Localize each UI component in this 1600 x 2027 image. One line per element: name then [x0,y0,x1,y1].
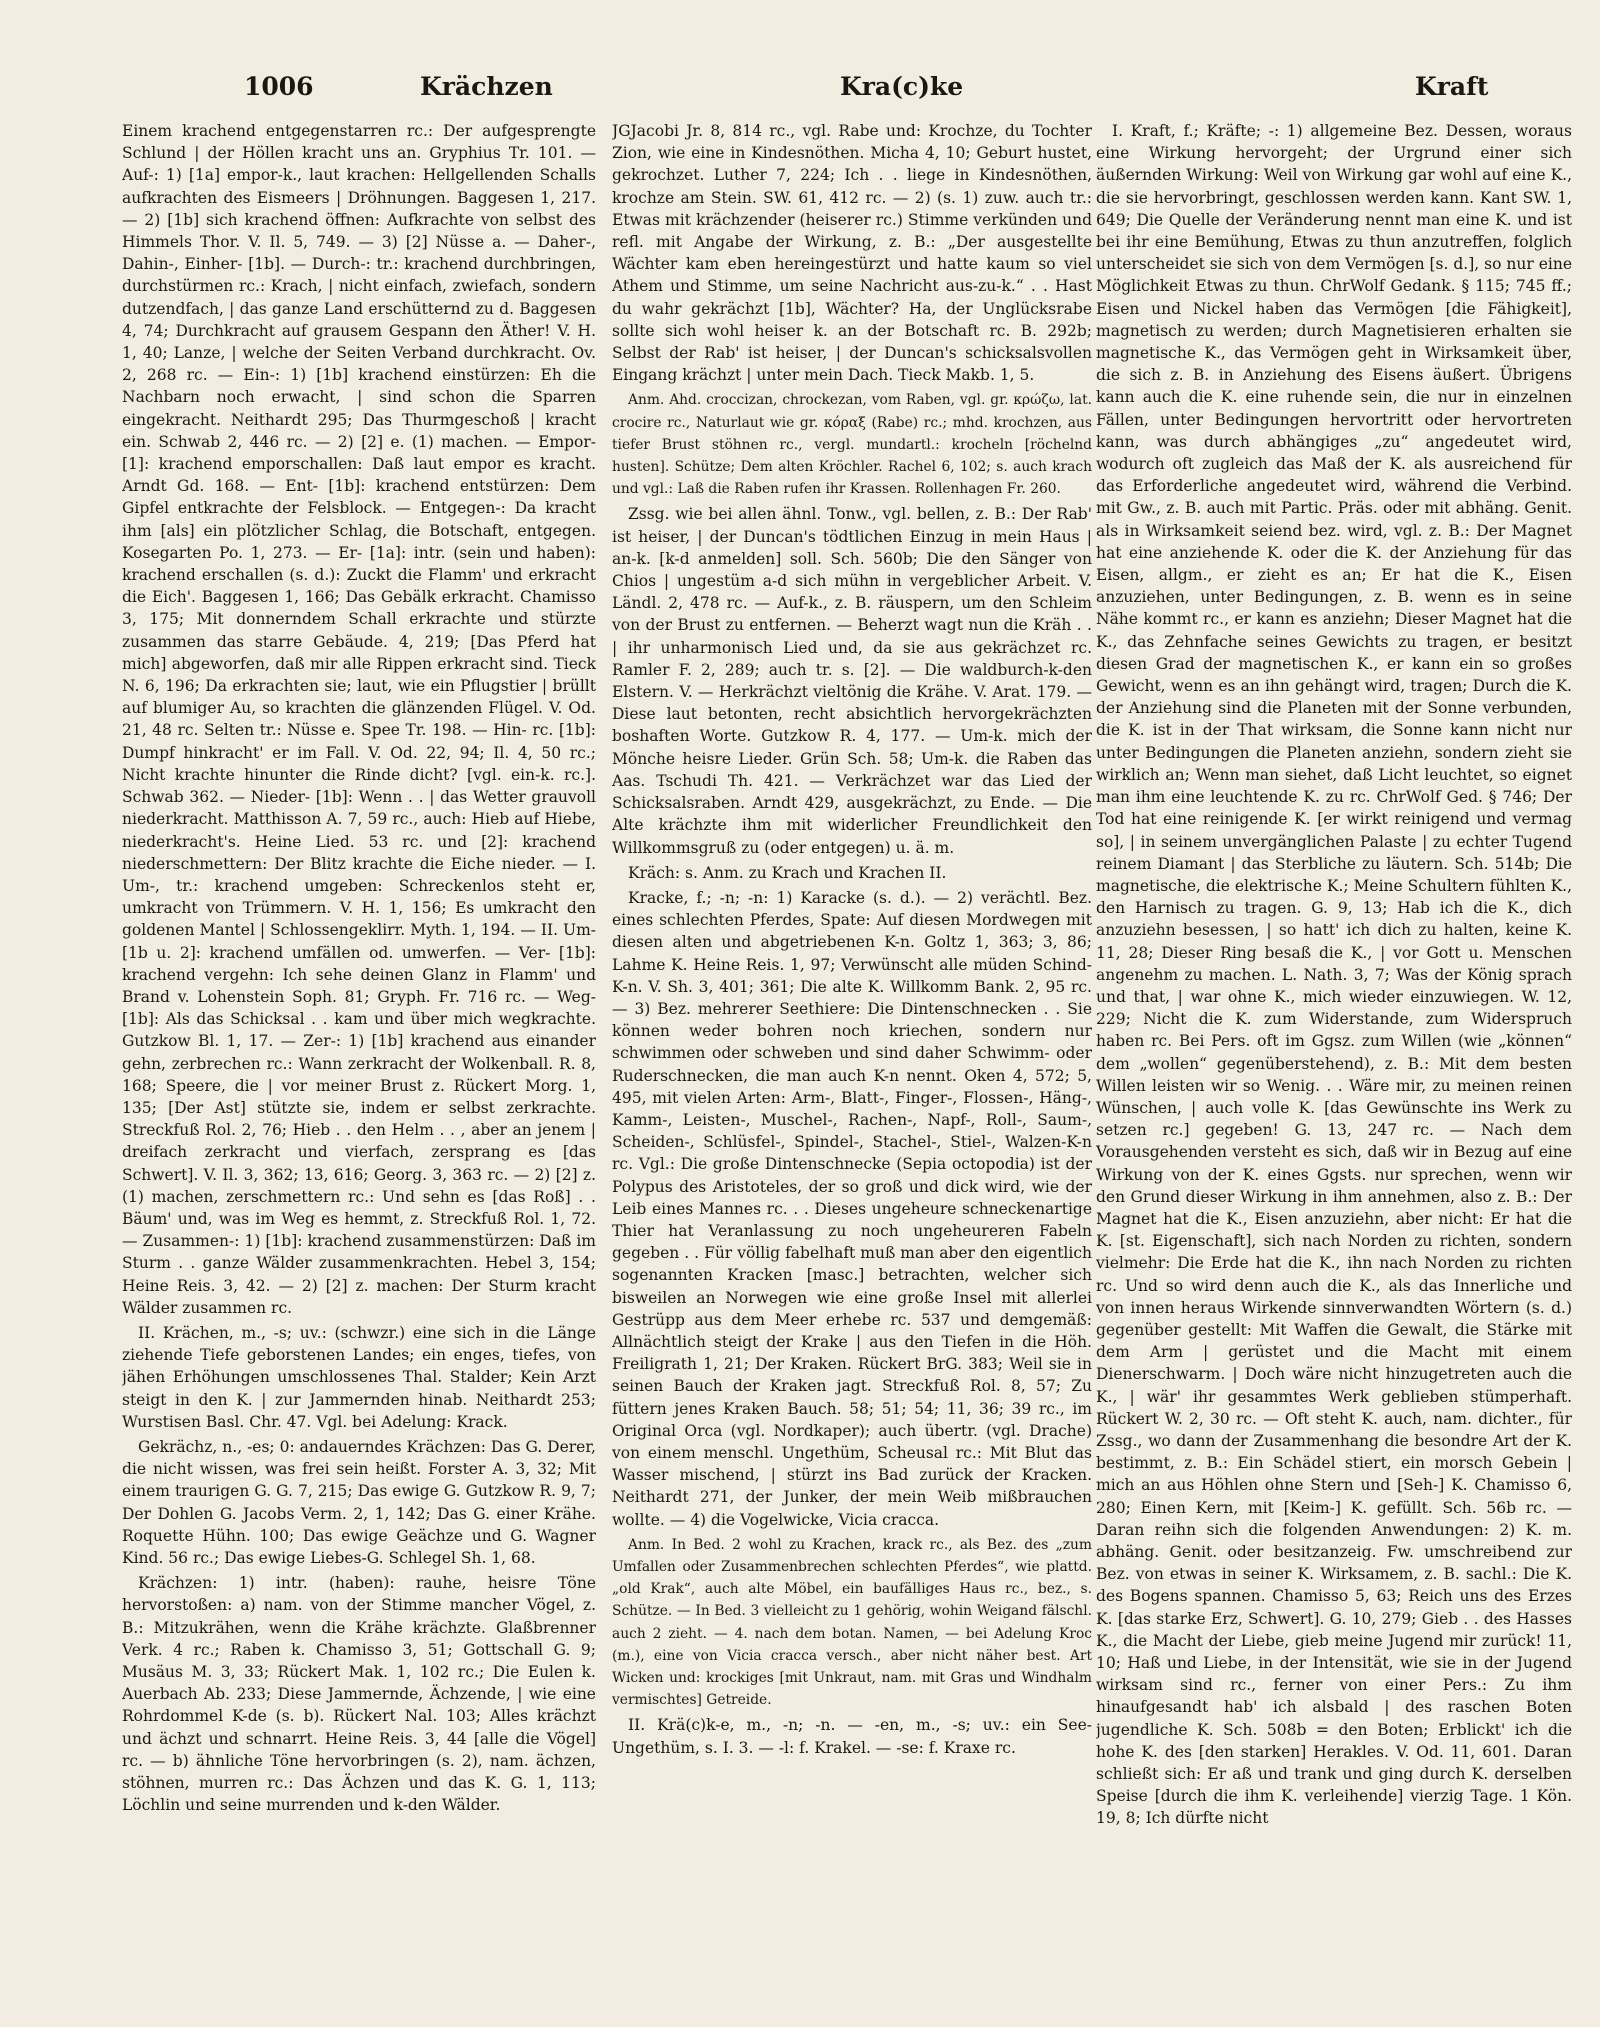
headword-middle: Kra(c)ke [840,72,964,101]
entry-paragraph: II. Krächen, m., -s; uv.: (schwzr.) eine sich in die Länge ziehende Tiefe geborstenen Landes; ein enges, tiefes, von jähen Erhöhungen umschlossenes Thal. Stalder; Kein Arzt steigt in den K. | zur Jammernden hinab. Neithardt 253; Wurstisen Basl. Chr. 47. Vgl. bei Adelung: Krack. [122,1323,596,1431]
entry-paragraph: JGJacobi Jr. 8, 814 rc., vgl. Rabe und: Krochze, du Tochter Zion, wie eine in Kindesnöthen. Micha 4, 10; Geburt hustet, gekrochzet. Luther 7, 224; Ich . . liege in Kindesnöthen, krochze am Stein. SW. 61, 412 rc. — 2) (s. 1) zuw. auch tr.: Etwas mit krächzender (heiserer rc.) Stimme verkünden und refl. mit Angabe der Wirkung, z. B.: „Der ausgestellte Wächter kam eben hereingestürzt und hatte kaum so viel Athem und Stimme, um seine Nachricht aus-zu-k.“ . . Hast du wahr gekrächzt [1b], Wächter? Ha, der Unglücksrabe sollte sich wohl heiser k. an der Botschaft rc. B. 292b; Selbst der Rab' ist heiser, | der Duncan's schicksalsvollen Eingang krächzt | unter mein Dach. Tieck Makb. 1, 5. [612,122,1092,385]
entry-note: Anm. In Bed. 2 wohl zu Krachen, krack rc., als Bez. des „zum Umfallen oder Zusammenbrechen schlechten Pferdes“, wie plattd. „old Krak“, auch alte Möbel, ein baufälliges Haus rc., bez., s. Schütze. — In Bed. 3 vielleicht zu 1 gehörig, wohin Weigand fälschl. auch 2 zieht. — 4. nach dem botan. Namen, — bei Adelung Kroc (m.), eine von Vicia cracca versch., aber nicht näher best. Art Wicken und: krockiges [mit Unkraut, nam. mit Gras und Windhalm vermischtes] Getreide. [612,1536,1092,1709]
entry-paragraph: I. Kraft, f.; Kräfte; -: 1) allgemeine Bez. Dessen, woraus eine Wirkung hervorgeht; der Urgrund einer sich äußernden Wirkung: Weil von Wirkung gar wohl auf eine K., die sie hervorbringt, geschlossen werden kann. Kant SW. 1, 649; Die Quelle der Veränderung nennt man eine K. und ist bei ihr eine Bemühung, Etwas zu thun anzutreffen, folglich unterscheidet sie sich von dem Vermögen [s. d.], so nur eine Möglichkeit Etwas zu thun. ChrWolf Gedank. § 115; 745 ff.; Eisen und Nickel haben das Vermögen [die Fähigkeit], magnetisch zu werden; durch Magnetisieren erhalten sie magnetische K., das Vermögen geht in Wirksamkeit über, die sich z. B. in Anziehung des Eisens äußert. Übrigens kann auch die K. eine ruhende sein, die nur in einzelnen Fällen, unter Bedingungen hervortritt oder hervortreten kann, was durch abhängiges „zu“ angedeutet wird, wodurch oft zugleich das Maß der K. als ausreichend für das Erforderliche angedeutet wird, während die Verbind. mit Gw., z. B. auch mit Partic. Präs. oder mit abhäng. Genit. als in Wirksamkeit seiend bez. wird, vgl. z. B.: Der Magnet hat eine anziehende K. oder die K. der Anziehung für das Eisen, allgm., er zieht es an; Er hat die K., Eisen anzuziehen, unter Bedingungen, z. B. wenn es in seine Nähe kommt rc., er kann es anziehn; Dieser Magnet hat die K., das Zehnfache seines Gewichts zu tragen, er besitzt diesen Grad der magnetischen K., er kann ein so großes Gewicht, wenn es an ihn gehängt wird, tragen; Durch die K. der Anziehung sind die Planeten mit der Sonne verbunden, die K. ist in der That wirksam, die Sonne kann nicht nur unter Bedingungen die Planeten anziehn, sondern zieht sie wirklich an; Wenn man siehet, daß Licht leuchtet, so eignet man ihm eine leuchtende K. zu rc. ChrWolf Ged. § 746; Der Tod hat eine reinigende K. [er wirkt reinigend und vermag so], | in seinem unvergänglichen Palaste | zu echter Tugend reinem Diamant | das Sterbliche zu läutern. Sch. 514b; Die magnetische, die elektrische K.; Meine Schultern fühlten K., den Harnisch zu tragen. G. 9, 13; Hab ich die K., dich anzuziehn besessen, | so hatt' ich dich zu halten, keine K. 11, 28; Dieser Ring besaß die K., | vor Gott u. Menschen angenehm zu machen. L. Nath. 3, 7; Was der König sprach und that, | war ohne K., mich wieder einzuwiegen. W. 12, 229; Nicht die K. zum Widerstande, zum Widerspruch haben rc. Bei Pers. oft im Ggsz. zum Willen (wie „können“ dem „wollen“ gegenüberstehend), z. B.: Mit dem besten Willen leisten wir so Wenig. . . Wäre mir, zu meinen reinen Wünschen, | auch volle K. [das Gewünschte ins Werk zu setzen rc.] gegeben! G. 13, 247 rc. — Nach dem Vorausgehenden versteht es sich, daß wir in Bezug auf eine Wirkung von der K. eines Ggsts. nur sprechen, wenn wir den Grund dieser Wirkung in ihm annehmen, also z. B.: Der Magnet hat die K., Eisen anzuziehn, aber nicht: Er hat die K. [st. Eigenschaft], sich nach Norden zu richten, sondern vielmehr: Die Erde hat die K., ihn nach Norden zu richten rc. Und so wird denn auch die K., als das Innerliche und von innen heraus Wirkende sinnverwandten Wörtern (s. d.) gegenüber gestellt: Mit Waffen die Gewalt, die Stärke mit dem Arm | gerüstet und die Macht mit einem Dienerschwarm. | Doch wäre nicht hinzugetreten auch die K., | wär' ihr gesammtes Werk geblieben stümperhaft. Rückert W. 2, 30 rc. — Oft steht K. auch, nam. dichter., für Zssg., wo dann der Zusammenhang die besondre Art der K. bestimmt, z. B.: Ein Schädel stiert, ein morsch Gebein | mich an aus Höhlen ohne Stern und [Seh-] K. Chamisso 6, 280; Einen Kern, mit [Keim-] K. gefüllt. Sch. 56b rc. — Daran reihn sich die folgenden Anwendungen: 2) K. m. abhäng. Genit. oder besitzanzeig. Fw. umschreibend zur Bez. von etwas in seiner K. Wirksamem, z. B. sachl.: Die K. des Bogens spannen. Chamisso 5, 63; Reich uns des Erzes K. [das starke Erz, Schwert]. G. 10, 279; Gieb . . des Hasses K., die Macht der Liebe, gieb meine Jugend mir zurück! 11, 10; Haß und Liebe, in der Intensität, wie sie in der Jugend wirksam sind rc., ferner von einer Pers.: Zu ihm hinaufgesandt hab' ich alsbald | des raschen Boten jugendliche K. Sch. 508b = den Boten; Erblickt' ich die hohe K. des [den starken] Herakles. V. Od. 11, 601. Daran schließt sich: Er aß und trank und ging durch K. derselben Speise [durch die ihm K. verleihende] vierzig Tage. 1 Kön. 19, 8; Ich dürfte nicht [1096,122,1572,1828]
entry-paragraph: Kräch: s. Anm. zu Krach und Krachen II. [628,863,947,882]
column-left [122,120,596,2010]
entry-paragraph: Gekrächz, n., -es; 0: andauerndes Krächzen: Das G. Derer, die nicht wissen, was frei sein heißt. Forster A. 3, 32; Mit einem traurigen G. G. 7, 215; Das ewige G. Gutzkow R. 9, 7; Der Dohlen G. Jacobs Verm. 2, 1, 142; Das G. einer Krähe. Roquette Hühn. 100; Das ewige Geächze und G. Wagner Kind. 56 rc.; Das ewige Liebes-G. Schlegel Sh. 1, 68. [122,1437,596,1567]
entry-paragraph: Zssg. wie bei allen ähnl. Tonw., vgl. bellen, z. B.: Der Rab' ist heiser, | der Duncan's tödtlichen Einzug in mein Haus | an-k. [k-d anmelden] soll. Sch. 560b; Die den Sänger von Chios | ungestüm a-d sich mühn in vergeblicher Arbeit. V. Ländl. 2, 478 rc. — Auf-k., z. B. räuspern, um den Schleim von der Brust zu entfernen. — Beherzt wagt nun die Kräh . . | ihr unharmonisch Lied und, da sie aus gekrächzet rc. Ramler F. 2, 289; auch tr. s. [2]. — Die waldburch-k-den Elstern. V. — Herkrächzt vieltönig die Krähe. V. Arat. 179. — Diese laut betonten, recht absichtlich hervorgekrächzten boshaften Worte. Gutzkow R. 4, 177. — Um-k. mich der Mönche heisre Lieder. Grün Sch. 58; Um-k. die Raben das Aas. Tschudi Th. 421. — Verkrächzet war das Lied der Schicksalsraben. Arndt 429, ausgekrächzt, zu Ende. — Die Alte krächzte ihm mit widerlicher Freundlichkeit den Willkommsgruß zu (oder entgegen) u. ä. m. [612,505,1092,857]
headword-right: Kraft [1415,72,1489,101]
page-number: 1006 [244,72,314,101]
entry-paragraph: Einem krachend entgegenstarren rc.: Der aufgesprengte Schlund | der Höllen kracht uns an. Gryphius Tr. 101. — Auf-: 1) [1a] empor-k., laut krachen: Hellgellenden Schalls aufkrachten des Eismeers | Dröhnungen. Baggesen 1, 217. — 2) [1b] sich krachend öffnen: Aufkrachte von selbst des Himmels Thor. V. Il. 5, 749. — 3) [2] Nüsse a. — Daher-, Dahin-, Einher- [1b]. — Durch-: tr.: krachend durchbringen, durchstürmen rc.: Krach, | nicht einfach, zwiefach, sondern dutzendfach, | das ganze Land erschütternd zu d. Baggesen 4, 74; Durchkracht auf grausem Gespann den Äther! V. H. 1, 40; Lanze, | welche der Seiten Verband durchkracht. Ov. 2, 268 rc. — Ein-: 1) [1b] krachend einstürzen: Eh die Nachbarn noch erwacht, | sind schon die Sparren eingekracht. Neithardt 295; Das Thurmgeschoß | kracht ein. Schwab 2, 446 rc. — 2) [2] e. (1) machen. — Empor- [1]: krachend emporschallen: Daß laut empor es kracht. Arndt Gd. 168. — Ent- [1b]: krachend entstürzen: Dem Gipfel entkrachte der Felsblock. — Entgegen-: Da kracht ihm [als] ein plötzlicher Schlag, die Botschaft, entgegen. Kosegarten Po. 1, 273. — Er- [1a]: intr. (sein und haben): krachend erschallen (s. d.): Zuckt die Flamm' und erkracht die Eich'. Baggesen 1, 166; Das Gebälk erkracht. Chamisso 3, 175; Mit donnerndem Schall erkrachte und stürzte zusammen das starre Gebäude. 4, 219; [Das Pferd hat mich] abgeworfen, daß mir alle Rippen erkracht sind. Tieck N. 6, 196; Da erkrachten sie; laut, wie ein Pflugstier | brüllt auf blumiger Au, so krachten die glänzenden Flügel. V. Od. 21, 48 rc. Selten tr.: Nüsse e. Spee Tr. 198. — Hin- rc. [1b]: Dumpf hinkracht' er im Fall. V. Od. 22, 94; Il. 4, 50 rc.; Nicht krachte hinunter die Rinde dicht? [vgl. ein-k. rc.]. Schwab 362. — Nieder- [1b]: Wenn . . | das Wetter grauvoll niederkracht. Matthisson A. 7, 59 rc., auch: Hieb auf Hiebe, niederkracht's. Heine Lied. 53 rc. und [2]: krachend niederschmettern: Der Blitz krachte die Eiche nieder. — I. Um-, tr.: krachend umgeben: Schreckenlos steht er, umkracht von Trümmern. V. H. 1, 156; Es umkracht den goldenen Mantel | Schlossengeklirr. Myth. 1, 194. — II. Um- [1b u. 2]: krachend umfällen od. umwerfen. — Ver- [1b]: krachend vergehn: Ich sehe deinen Glanz in Flamm' und Brand v. Lohenstein Soph. 81; Gryph. Fr. 716 rc. — Weg- [1b]: Als das Schicksal . . kam und über mich wegkrachte. Gutzkow Bl. 1, 17. — Zer-: 1) [1b] krachend aus einander gehn, zerbrechen rc.: Wann zerkracht der Wolkenball. R. 8, 168; Speere, die | vor meiner Brust z. Rückert Morg. 1, 135; [Der Ast] stützte sie, indem er selbst zerkrachte. Streckfuß Rol. 2, 76; Hieb . . den Helm . . , aber an jenem | dreifach zerkracht und vierfach, zersprang es [das Schwert]. V. Il. 3, 362; 13, 616; Georg. 3, 363 rc. — 2) [2] z. (1) machen, zerschmettern rc.: Und sehn es [das Roß] . . Bäum' und, was im Weg es hemmt, z. Streckfuß Rol. 1, 72. — Zusammen-: 1) [1b]: krachend zusammenstürzen: Daß im Sturm . . ganze Wälder zusammenkrachten. Hebel 3, 154; Heine Reis. 3, 42. — 2) [2] z. machen: Der Sturm kracht Wälder zusammen rc. [122,122,596,1317]
entry-paragraph: II. Krä(c)k-e, m., -n; -n. — -en, m., -s; uv.: ein See-Ungethüm, s. I. 3. — -l: f. Krakel. — -se: f. Kraxe rc. [612,1716,1092,1757]
column-middle [612,120,1092,2010]
headword-left: Krächzen [420,72,553,101]
column-right [1096,120,1572,2010]
entry-note: Anm. Ahd. croccizan, chrockezan, vom Raben, vgl. gr. κρώζω, lat. crocire rc., Naturlaut wie gr. κόραξ (Rabe) rc.; mhd. krochzen, aus tiefer Brust stöhnen rc., vergl. mundartl.: krocheln [röchelnd husten]. Schütze; Dem alten Kröchler. Rachel 6, 102; s. auch krach und vgl.: Laß die Raben rufen ihr Krassen. Rollenhagen Fr. 260. [612,392,1092,498]
entry-paragraph: Krächzen: 1) intr. (haben): rauhe, heisre Töne hervorstoßen: a) nam. von der Stimme mancher Vögel, z. B.: Mitzukrähen, wenn die Krähe krächzte. Glaßbrenner Verk. 4 rc.; Raben k. Chamisso 3, 51; Gottschall G. 9; Musäus M. 3, 33; Rückert Mak. 1, 102 rc.; Die Eulen k. Auerbach Ab. 233; Diese Jammernde, Ächzende, | wie eine Rohrdommel K-de (s. b). Rückert Nal. 103; Alles krächzt und ächzt und schnarrt. Heine Reis. 3, 44 [alle die Vögel] rc. — b) ähnliche Töne hervorbringen (s. 2), nam. ächzen, stöhnen, murren rc.: Das Ächzen und das K. G. 1, 113; Löchlin und seine murrenden und k-den Wälder. [122,1574,596,1815]
entry-paragraph: Kracke, f.; -n; -n: 1) Karacke (s. d.). — 2) verächtl. Bez. eines schlechten Pferdes, Spate: Auf diesen Mordwegen mit diesen alten und abgetriebenen K-n. Goltz 1, 363; 3, 86; Lahme K. Heine Reis. 1, 97; Verwünscht alle müden Schind-K-n. V. Sh. 3, 401; 361; Die alte K. Willkomm Bank. 2, 95 rc. — 3) Bez. mehrerer Seethiere: Die Dintenschnecken . . Sie können weder bohren noch kriechen, sondern nur schwimmen oder schweben und sind daher Schwimm- oder Ruderschnecken, die man auch K-n nennt. Oken 4, 572; 5, 495, mit vielen Arten: Arm-, Blatt-, Finger-, Flossen-, Häng-, Kamm-, Leisten-, Muschel-, Rachen-, Napf-, Roll-, Saum-, Scheiden-, Schlüsfel-, Spindel-, Stachel-, Stiel-, Walzen-K-n rc. Vgl.: Die große Dintenschnecke (Sepia octopodia) ist der Polypus des Aristoteles, der so groß und dick wird, wie der Leib eines Mannes rc. . . Dieses ungeheure schneckenartige Thier hat Veranlassung zu noch ungeheureren Fabeln gegeben . . Für völlig fabelhaft muß man aber den eigentlich sogenannten Kracken [masc.] betrachten, welcher sich bisweilen an Norwegen wie eine große Insel mit allerlei Gestrüpp aus dem Meer erhebe rc. 537 und demgemäß: Allnächtlich steigt der Krake | aus den Tiefen in die Höh. Freiligrath 1, 21; Der Kraken. Rückert BrG. 383; Weil sie in seinen Bauch der Kraken jagt. Streckfuß Rol. 8, 57; Zu füttern jenes Kraken Bauch. 58; 51; 54; 11, 36; 39 rc., im Original Orca (vgl. Nordkaper); auch übertr. (vgl. Drache) von einem menschl. Ungethüm, Scheusal rc.: Mit Blut das Wasser mischend, | stürzt ins Bad zurück der Kracken. Neithardt 271, der Junker, der mein Weib mißbrauchen wollte. — 4) die Vogelwicke, Vicia cracca. [612,888,1092,1529]
